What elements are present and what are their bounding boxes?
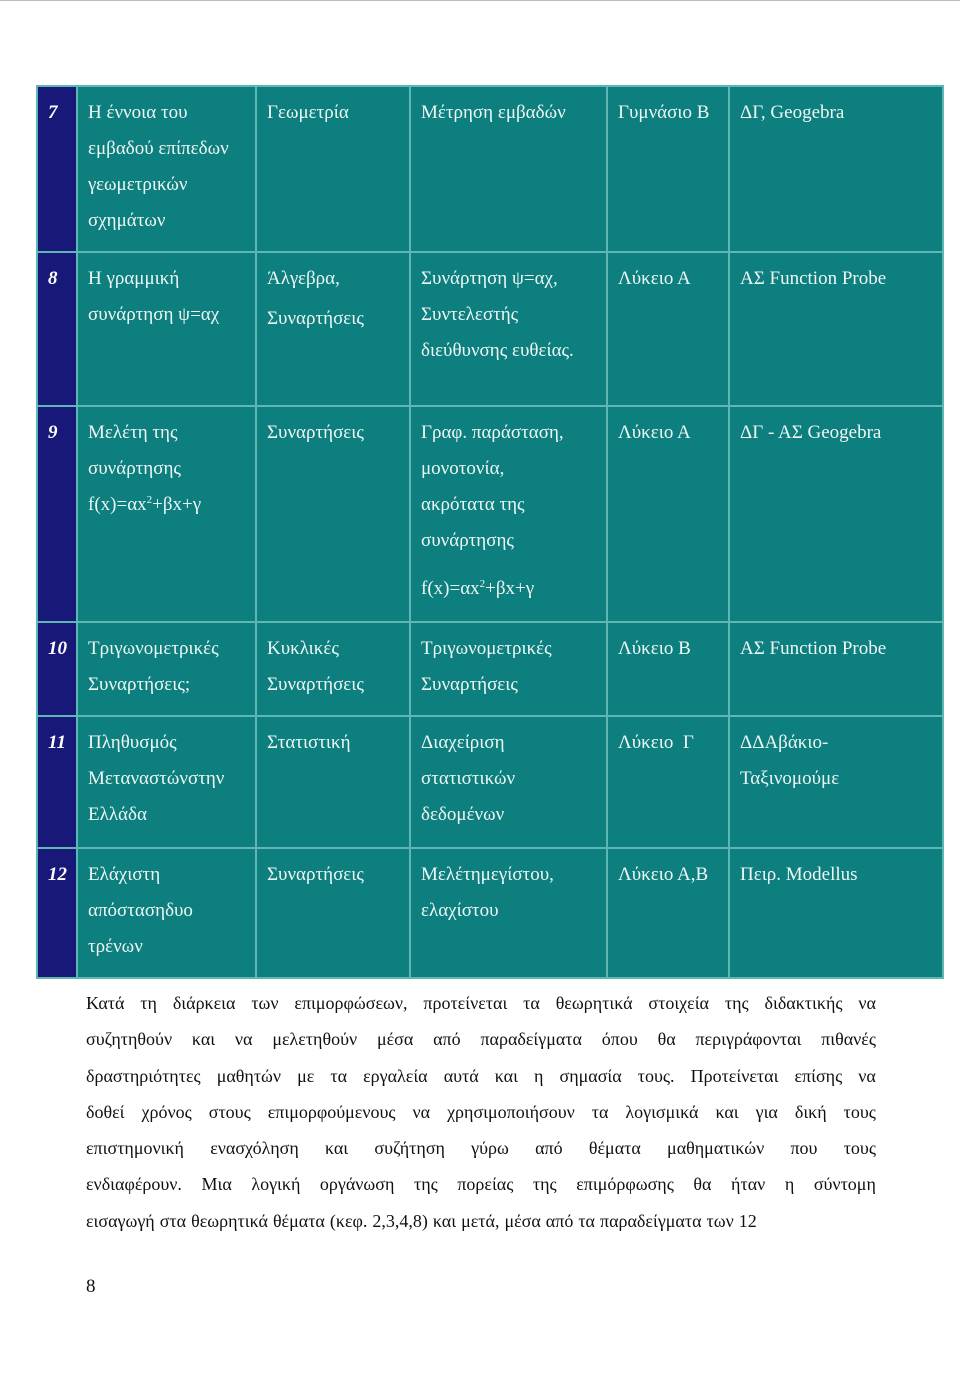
- word: και: [324, 1138, 349, 1159]
- word: Μια: [201, 1174, 232, 1195]
- word: από: [535, 1138, 563, 1159]
- paragraph-line: [86, 1058, 876, 1094]
- software-cell: ΔΓ - ΑΣ Geogebra: [729, 406, 943, 622]
- paragraph-line: [86, 1021, 876, 1057]
- paragraph-line: [86, 1166, 876, 1202]
- word: της: [724, 993, 749, 1013]
- word: η: [534, 1065, 544, 1086]
- row-number: 10: [37, 622, 77, 716]
- word: των: [251, 993, 279, 1013]
- word: των: [706, 1210, 734, 1231]
- word: ήταν: [731, 1174, 766, 1195]
- content-cell: Γραφ. παράσταση, μονοτονία, ακρότατα της συνάρτησης $f(x)=\alpha x^2+\beta x+\gamma$: [410, 406, 607, 622]
- word: και: [494, 1065, 518, 1086]
- software-cell: ΔΓ, Geogebra: [729, 86, 943, 252]
- word: διδακτικής: [764, 993, 843, 1013]
- word: θα: [657, 1029, 676, 1050]
- word: στοιχεία: [648, 993, 709, 1013]
- topic-cell: Μελέτη της συνάρτησης $f(x)=\alpha x^2+\beta x+\gamma$: [77, 406, 256, 622]
- word: για: [755, 1101, 778, 1122]
- word: θεωρητικά: [191, 1210, 268, 1231]
- word: να: [412, 1101, 431, 1122]
- content-cell: Μελέτημεγίστου, ελαχίστου: [410, 848, 607, 978]
- word: εργαλεία: [363, 1065, 428, 1086]
- word: Προτείνεται: [690, 1065, 779, 1086]
- software-cell: ΔΔΑβάκιο- Ταξινομούμε: [729, 716, 943, 848]
- area-cell: Στατιστική: [256, 716, 410, 848]
- row-number: 8: [37, 252, 77, 406]
- word: επιστημονική: [86, 1138, 184, 1159]
- area-cell: Συναρτήσεις: [256, 406, 410, 622]
- area-cell: Κυκλικές Συναρτήσεις: [256, 622, 410, 716]
- word: πιθανές: [821, 1029, 876, 1050]
- word: η: [784, 1174, 795, 1195]
- word: λογισμικά: [625, 1101, 699, 1122]
- content-cell: Μέτρηση εμβαδών: [410, 86, 607, 252]
- table-row: [37, 252, 943, 406]
- word: θέματα: [588, 1138, 641, 1159]
- word: παραδείγματα: [480, 1029, 582, 1050]
- grade-cell: Λύκειο Α: [607, 406, 729, 622]
- word: στα: [159, 1210, 187, 1231]
- area-cell: Άλγεβρα, Συναρτήσεις: [256, 252, 410, 406]
- word: επιμόρφωσης: [576, 1174, 674, 1195]
- word: ενδιαφέρουν.: [86, 1174, 182, 1195]
- word: τη: [140, 993, 157, 1013]
- word: τους.: [637, 1065, 675, 1086]
- word: 12: [738, 1210, 757, 1231]
- lesson-table: [36, 85, 944, 979]
- table-row: [37, 716, 943, 848]
- word: μέσα: [504, 1210, 541, 1231]
- word: πορείας: [457, 1174, 514, 1195]
- word: θα: [693, 1174, 712, 1195]
- word: παραδείγματα: [600, 1210, 702, 1231]
- content-cell: Συνάρτηση ψ=αχ, Συντελεστής διεύθυνσης ευθείας.: [410, 252, 607, 406]
- grade-cell: Λύκειο Α: [607, 252, 729, 406]
- word: όπου: [601, 1029, 638, 1050]
- word: από: [545, 1210, 574, 1231]
- row-number: 12: [37, 848, 77, 978]
- word: γύρω: [471, 1138, 509, 1159]
- word: να: [858, 1065, 876, 1086]
- word: θεωρητικά: [555, 993, 633, 1013]
- word: και: [715, 1101, 739, 1122]
- word: τα: [523, 993, 540, 1013]
- topic-cell: Πληθυσμός Μεταναστώνστην Ελλάδα: [77, 716, 256, 848]
- area-cell: Γεωμετρία: [256, 86, 410, 252]
- word: επιμορφώσεων,: [294, 993, 408, 1013]
- word: προτείνεται: [423, 993, 508, 1013]
- word: τους: [843, 1101, 876, 1122]
- content-cell: Διαχείριση στατιστικών δεδομένων: [410, 716, 607, 848]
- paragraph-line: [86, 985, 876, 1021]
- paragraph-line: [86, 1130, 876, 1166]
- word: Κατά: [86, 993, 125, 1013]
- word: συζητηθούν: [86, 1029, 173, 1050]
- page-number: 8: [86, 1276, 96, 1297]
- word: τα: [591, 1101, 609, 1122]
- grade-cell: Λύκειο Α,Β: [607, 848, 729, 978]
- word: ενασχόληση: [210, 1138, 299, 1159]
- word: να: [858, 993, 876, 1013]
- word: που: [790, 1138, 818, 1159]
- word: θέματα: [272, 1210, 325, 1231]
- paragraph-line: [86, 1094, 876, 1130]
- row-number: 7: [37, 86, 77, 252]
- word: και: [191, 1029, 216, 1050]
- word: λογική: [251, 1174, 301, 1195]
- word: χρόνος: [141, 1101, 192, 1122]
- word: από: [433, 1029, 461, 1050]
- word: και: [432, 1210, 457, 1231]
- table-row: [37, 86, 943, 252]
- word: τα: [578, 1210, 595, 1231]
- software-cell: Πειρ. Modellus: [729, 848, 943, 978]
- row-number: 9: [37, 406, 77, 622]
- word: εισαγωγή: [86, 1210, 155, 1231]
- word: δοθεί: [86, 1101, 125, 1122]
- table-row: [37, 622, 943, 716]
- word: οργάνωση: [319, 1174, 395, 1195]
- word: διάρκεια: [172, 993, 236, 1013]
- grade-cell: Λύκειο Β: [607, 622, 729, 716]
- word: της: [532, 1174, 557, 1195]
- word: επίσης: [794, 1065, 843, 1086]
- word: μελετηθούν: [272, 1029, 358, 1050]
- word: δραστηριότητες: [86, 1065, 201, 1086]
- row-number: 11: [37, 716, 77, 848]
- topic-cell: Η έννοια του εμβαδού επίπεδων γεωμετρικών σχημάτων: [77, 86, 256, 252]
- word: σύντομη: [813, 1174, 876, 1195]
- page-top-rule: [0, 0, 960, 1]
- software-cell: ΑΣ Function Probe: [729, 622, 943, 716]
- word: (κεφ.: [329, 1210, 368, 1231]
- topic-cell: Τριγωνομετρικές Συναρτήσεις;: [77, 622, 256, 716]
- word: στους: [208, 1101, 251, 1122]
- word: τα: [330, 1065, 348, 1086]
- word: να: [234, 1029, 253, 1050]
- word: με: [297, 1065, 315, 1086]
- paragraph-line: [86, 1203, 876, 1239]
- word: μετά,: [461, 1210, 500, 1231]
- word: 2,3,4,8): [372, 1210, 428, 1231]
- grade-cell: Λύκειο Γ: [607, 716, 729, 848]
- word: χρησιμοποιήσουν: [447, 1101, 575, 1122]
- word: αυτά: [443, 1065, 479, 1086]
- content-cell: Τριγωνομετρικές Συναρτήσεις: [410, 622, 607, 716]
- table-row: [37, 848, 943, 978]
- word: της: [413, 1174, 438, 1195]
- word: δική: [794, 1101, 827, 1122]
- body-paragraph: [86, 985, 876, 1239]
- word: μαθητών: [216, 1065, 282, 1086]
- word: συζήτηση: [374, 1138, 445, 1159]
- word: σημασία: [559, 1065, 622, 1086]
- word: τους: [843, 1138, 876, 1159]
- topic-cell: Ελάχιστη απόστασηδυο τρένων: [77, 848, 256, 978]
- topic-cell: Η γραμμική συνάρτηση ψ=αχ: [77, 252, 256, 406]
- table-row: [37, 406, 943, 622]
- word: μέσα: [376, 1029, 414, 1050]
- word: μαθηματικών: [667, 1138, 765, 1159]
- word: επιμορφούμενους: [267, 1101, 396, 1122]
- software-cell: ΑΣ Function Probe: [729, 252, 943, 406]
- area-cell: Συναρτήσεις: [256, 848, 410, 978]
- word: περιγράφονται: [695, 1029, 802, 1050]
- grade-cell: Γυμνάσιο Β: [607, 86, 729, 252]
